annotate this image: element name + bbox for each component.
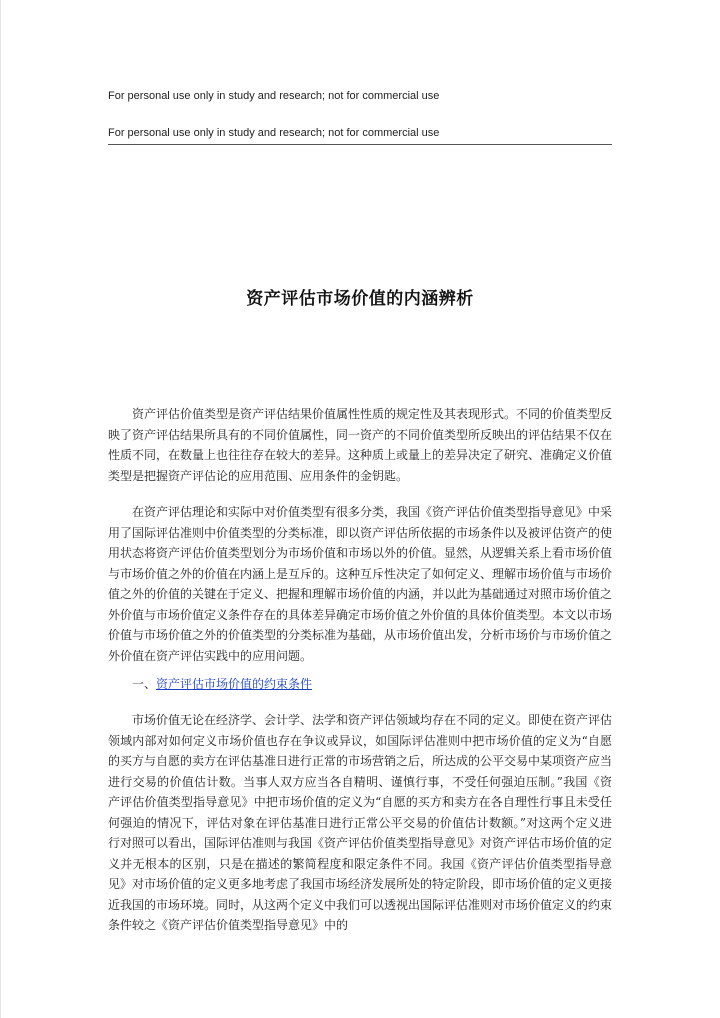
section-link-constraints[interactable]: 资产评估市场价值的约束条件 xyxy=(156,677,313,691)
section-number: 一、 xyxy=(132,677,157,691)
paragraph-classification: 在资产评估理论和实际中对价值类型有很多分类，我国《资产评估价值类型指导意见》中采用了国际评估准则中价值类型的分类标准，即以资产评估所依据的市场条件以及被评估资产的使用状态将资产评估价值类型划分为市场价值和市场以外的价值。显然，从逻辑关系上看市场价值与市场价值之外的价值在内涵上是互斥的。这种互斥性决定了如何定义、理解市场价值与市场价值之外的价值的关键在于定义、把握和理解市场价值的内涵，并以此为基础通过对照市场价值之外价值与市场价值定义条件存在的具体差异确定市场价值之外价值的具体价值类型。本文以市场价值与市场价值之外的价值类型的分类标准为基础，从市场价值出发，分析市场价与市场价值之外价值在资产评估实践中的应用问题。 xyxy=(108,505,613,663)
document-title: 资产评估市场价值的内涵辨析 xyxy=(246,289,474,309)
header-rule xyxy=(108,144,612,145)
header-disclaimer-2: For personal use only in study and research; not for commercial use xyxy=(108,127,440,139)
header-disclaimer-1: For personal use only in study and research; not for commercial use xyxy=(108,90,440,102)
page-edge xyxy=(0,0,1,1018)
section-heading-1 xyxy=(108,674,612,694)
paragraph-intro: 资产评估价值类型是资产评估结果价值属性性质的规定性及其表现形式。不同的价值类型反映了资产评估结果所具有的不同价值属性，同一资产的不同价值类型所反映出的评估结果不仅在性质不同，在数量上也往往存在较大的差异。这种质上或量上的差异决定了研究、准确定义价值类型是把握资产评估论的应用范围、应用条件的金钥匙。 xyxy=(108,407,613,483)
paragraph-market-value-definition: 市场价值无论在经济学、会计学、法学和资产评估领域均存在不同的定义。即使在资产评估领域内部对如何定义市场价值也存在争议或异议，如国际评估准则中把市场价值的定义为“自愿的买方与自愿的卖方在评估基准日进行正常的市场营销之后，所达成的公平交易中某项资产应当进行交易的价值估计数。当事人双方应当各自精明、谨慎行事，不受任何强迫压制。”我国《资产评估价值类型指导意见》中把市场价值的定义为“自愿的买方和卖方在各自理性行事且未受任何强迫的情况下，评估对象在评估基准日进行正常公平交易的价值估计数额。”对这两个定义进行对照可以看出，国际评估准则与我国《资产评估价值类型指导意见》对资产评估市场价值的定义并无根本的区别，只是在描述的繁简程度和限定条件不同。我国《资产评估价值类型指导意见》对市场价值的定义更多地考虑了我国市场经济发展所处的特定阶段，即市场价值的定义更接近我国的市场环境。同时，从这两个定义中我们可以透视出国际评估准则对市场价值定义的约束条件较之《资产评估价值类型指导意见》中的 xyxy=(108,713,613,932)
